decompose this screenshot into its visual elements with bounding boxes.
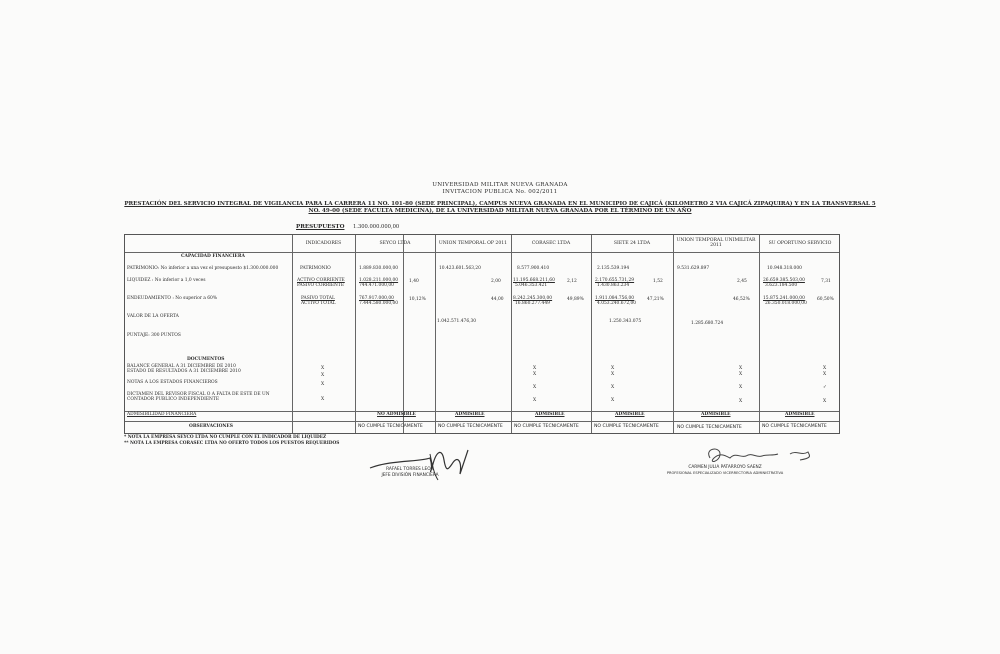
seyco-observacion: NO CUMPLE TECNICAMENTE bbox=[358, 424, 423, 429]
seyco-activo-total: 7.444.580.000,00 bbox=[359, 301, 399, 306]
corasec-estado-mark: X bbox=[533, 372, 537, 377]
budget-label: PRESUPUESTO bbox=[296, 224, 345, 230]
budget-value: 1.300.000.000,00 bbox=[353, 224, 400, 230]
col-header-seyco: SEYCO LTDA bbox=[379, 241, 411, 246]
signature-left bbox=[360, 440, 500, 490]
col-header-indicators: INDICADORES bbox=[305, 241, 342, 246]
seyco-liquidez: 1,40 bbox=[409, 279, 419, 284]
col-header-ut-op: UNION TEMPORAL OP 2011 bbox=[438, 241, 508, 246]
siete-endeudamiento: 47,21% bbox=[647, 297, 664, 302]
utop-oferta: 1.042.571.476,30 bbox=[437, 319, 477, 324]
utop-admisibilidad: ADMISIBLE bbox=[455, 412, 485, 417]
siete-pasivo-corriente: 1.430.863.234 bbox=[597, 283, 630, 288]
col-header-corasec: CORASEC LTDA bbox=[531, 241, 571, 246]
doc-estado-resultados: ESTADO DE RESULTADOS A 31 DICIEMBRE 2010 bbox=[127, 369, 241, 374]
ind-activo-total: ACTIVO TOTAL bbox=[301, 301, 336, 306]
su-estado-mark: X bbox=[823, 372, 827, 377]
su-notas-check: ✓ bbox=[823, 385, 827, 390]
col-divider bbox=[759, 235, 760, 433]
observaciones-label: OBSERVACIONES bbox=[189, 424, 233, 429]
university-name: UNIVERSIDAD MILITAR NUEVA GRANADA bbox=[432, 182, 568, 188]
corasec-dictamen-mark: X bbox=[533, 398, 537, 403]
col-divider bbox=[403, 235, 404, 433]
corasec-activo-corriente: 11.195.668.211,60 bbox=[513, 278, 555, 283]
row-label-patrimonio: PATRIMONIO: No inferior a una vez el presupuesto $1.300.000.000 bbox=[127, 266, 279, 271]
doc-dictamen: DICTAMEN DEL REVISOR FISCAL O A FALTA DE ESTE DE UN CONTADOR PUBLICO INDEPENDIENTE bbox=[127, 392, 270, 402]
corasec-pasivo-corriente: 5.046.353.421 bbox=[515, 283, 548, 288]
siete-activo-total: 4.053.240.672,00 bbox=[597, 301, 637, 306]
invitation-number: INVITACION PUBLICA No. 002/2011 bbox=[442, 189, 558, 195]
siete-patrimonio: 2.135.539.194 bbox=[597, 266, 630, 271]
seyco-estado-mark: X bbox=[321, 373, 325, 378]
col-divider bbox=[355, 235, 356, 433]
unimilitar-observacion: NO CUMPLE TECNICAMENTE bbox=[677, 425, 742, 430]
evaluation-table bbox=[124, 234, 840, 434]
col-divider bbox=[673, 235, 674, 433]
row-divider bbox=[125, 252, 839, 253]
seyco-activo-corriente: 1.028.211.000,00 bbox=[359, 278, 399, 283]
signature-right-name: CARMEN JULIA PATARROYO SAENZ bbox=[688, 465, 762, 470]
utop-endeudamiento: 44,00 bbox=[491, 297, 504, 302]
corasec-endeudamiento: 49,89% bbox=[567, 297, 584, 302]
signature-left-title: JEFE DIVISIÓN FINANCIERA bbox=[381, 473, 439, 478]
siete-observacion: NO CUMPLE TECNICAMENTE bbox=[594, 424, 659, 429]
row-label-liquidez: LIQUIDEZ : No inferior a 1,0 veces bbox=[127, 278, 206, 283]
col-divider bbox=[591, 235, 592, 433]
unimilitar-oferta: 1.285.680.724 bbox=[691, 321, 724, 326]
siete-admisibilidad: ADMISIBLE bbox=[615, 412, 645, 417]
corasec-patrimonio: 8.577.900.410 bbox=[517, 266, 550, 271]
siete-notas-mark: X bbox=[611, 385, 615, 390]
seyco-patrimonio: 1.889.830.000,00 bbox=[359, 266, 399, 271]
su-pasivo-corriente: 3.623.184.500 bbox=[765, 283, 798, 288]
su-admisibilidad: ADMISIBLE bbox=[785, 412, 815, 417]
signature-right-title: PROFESIONAL ESPECIALIZADO VICERRECTORIA ADMINISTRATIVA bbox=[666, 471, 784, 475]
section-financial-capacity: CAPACIDAD FINANCIERA bbox=[181, 254, 245, 259]
corasec-notas-mark: X bbox=[533, 385, 537, 390]
corasec-admisibilidad: ADMISIBLE bbox=[535, 412, 565, 417]
corasec-balance-mark: X bbox=[533, 366, 537, 371]
su-endeudamiento: 60,50% bbox=[817, 297, 834, 302]
unimilitar-admisibilidad: ADMISIBLE bbox=[701, 412, 731, 417]
su-activo-total: 26.350.018.000,00 bbox=[765, 301, 807, 306]
su-observacion: NO CUMPLE TECNICAMENTE bbox=[762, 424, 827, 429]
unimilitar-balance-mark: X bbox=[739, 366, 743, 371]
utop-patrimonio: 10.423.601.563,20 bbox=[439, 266, 481, 271]
seyco-balance-mark: X bbox=[321, 366, 325, 371]
siete-activo-corriente: 2.170.655.731,29 bbox=[595, 278, 635, 283]
siete-estado-mark: X bbox=[611, 372, 615, 377]
siete-balance-mark: X bbox=[611, 366, 615, 371]
su-liquidez: 7,31 bbox=[821, 279, 831, 284]
utop-liquidez: 2,00 bbox=[491, 279, 501, 284]
ind-pasivo-corriente: PASIVO CORRIENTE bbox=[297, 283, 345, 288]
row-label-puntaje: PUNTAJE: 300 PUNTOS bbox=[127, 333, 181, 338]
row-label-endeudamiento: ENDEUDAMIENTO : No superior a 60% bbox=[127, 296, 218, 301]
seyco-pasivo-total: 767.917.000,00 bbox=[359, 296, 394, 301]
document-title: PRESTACIÓN DEL SERVICIO INTEGRAL DE VIGILANCIA PARA LA CARRERA 11 NO. 101-80 (SEDE PRINCIPAL), CAMPUS NUEVA GRANADA EN EL MUNICIPIO DE CAJICÁ (KILOMETRO 2 VIA CAJICÁ ZIPAQUIRA) Y EN LA TRANSVERSAL 5 NO. 49-00 (SEDE FACULTA MEDICINA), DE LA UNIVERSIDAD MILITAR NUEVA GRANADA POR EL TÉRMINO DE UN AÑO bbox=[124, 201, 876, 214]
seyco-notas-mark: X bbox=[321, 382, 325, 387]
seyco-pasivo-corriente: 744.471.000,00 bbox=[359, 283, 394, 288]
unimilitar-endeudamiento: 46,52% bbox=[733, 297, 750, 302]
col-divider bbox=[292, 235, 293, 433]
col-divider bbox=[435, 235, 436, 433]
unimilitar-notas-mark: X bbox=[739, 385, 743, 390]
doc-balance-general: BALANCE GENERAL A 31 DICIEMBRE DE 2010 bbox=[127, 364, 236, 369]
seyco-dictamen-mark: X bbox=[321, 397, 325, 402]
su-balance-mark: X bbox=[823, 366, 827, 371]
unimilitar-liquidez: 2,45 bbox=[737, 279, 747, 284]
corasec-liquidez: 2,12 bbox=[567, 279, 577, 284]
col-header-unimilitar: UNION TEMPORAL UNIMILITAR 2011 bbox=[676, 238, 756, 248]
ind-activo-corriente: ACTIVO CORRIENTE bbox=[297, 278, 345, 283]
doc-notas: NOTAS A LOS ESTADOS FINANCIEROS bbox=[127, 380, 218, 385]
unimilitar-dictamen-mark: X bbox=[739, 399, 743, 404]
note-corasec: ** NOTA LA EMPRESA CORASEC LTDA NO OFERTO TODOS LOS PUESTOS REQUERIDOS bbox=[124, 441, 340, 446]
corasec-pasivo-total: 8.242.245.300,00 bbox=[513, 296, 553, 301]
unimilitar-estado-mark: X bbox=[739, 372, 743, 377]
ind-pasivo-total: PASIVO TOTAL bbox=[301, 296, 335, 301]
su-patrimonio: 10.948.318.000 bbox=[767, 266, 802, 271]
col-header-siete24: SIETE 24 LTDA bbox=[613, 241, 651, 246]
row-divider bbox=[125, 421, 839, 422]
col-header-su-oportuno: SU OPORTUNO SERVICIO bbox=[768, 241, 832, 246]
siete-pasivo-total: 1.911.084.756,00 bbox=[595, 296, 635, 301]
siete-liquidez: 1,52 bbox=[653, 279, 663, 284]
unimilitar-patrimonio: 9.531.629.897 bbox=[677, 266, 710, 271]
section-documents: DOCUMENTOS bbox=[187, 357, 225, 362]
su-activo-corriente: 26.659.385.503,00 bbox=[763, 278, 805, 283]
siete-dictamen-mark: X bbox=[611, 398, 615, 403]
row-label-oferta: VALOR DE LA OFERTA bbox=[127, 314, 179, 319]
seyco-admisibilidad: NO ADMISIBLE bbox=[377, 412, 416, 417]
siete-oferta: 1.250.343.075 bbox=[609, 319, 642, 324]
ind-patrimonio: PATRIMONIO bbox=[300, 266, 331, 271]
su-dictamen-mark: X bbox=[823, 399, 827, 404]
utop-observacion: NO CUMPLE TECNICAMENTE bbox=[438, 424, 503, 429]
col-divider bbox=[511, 235, 512, 433]
corasec-activo-total: 16.860.277.449 bbox=[515, 301, 550, 306]
corasec-observacion: NO CUMPLE TECNICAMENTE bbox=[514, 424, 579, 429]
admisibilidad-label: ADMISIBILIDAD FINANCIERA bbox=[127, 412, 197, 417]
signature-left-name: RAFAEL TORRES LEON bbox=[386, 467, 434, 472]
seyco-endeudamiento: 10,12% bbox=[409, 297, 426, 302]
note-seyco: * NOTA LA EMPRESA SEYCO LTDA NO CUMPLE CON EL INDICADOR DE LIQUIDEZ bbox=[124, 435, 327, 440]
su-pasivo-total: 15.875.241.000,00 bbox=[763, 296, 805, 301]
